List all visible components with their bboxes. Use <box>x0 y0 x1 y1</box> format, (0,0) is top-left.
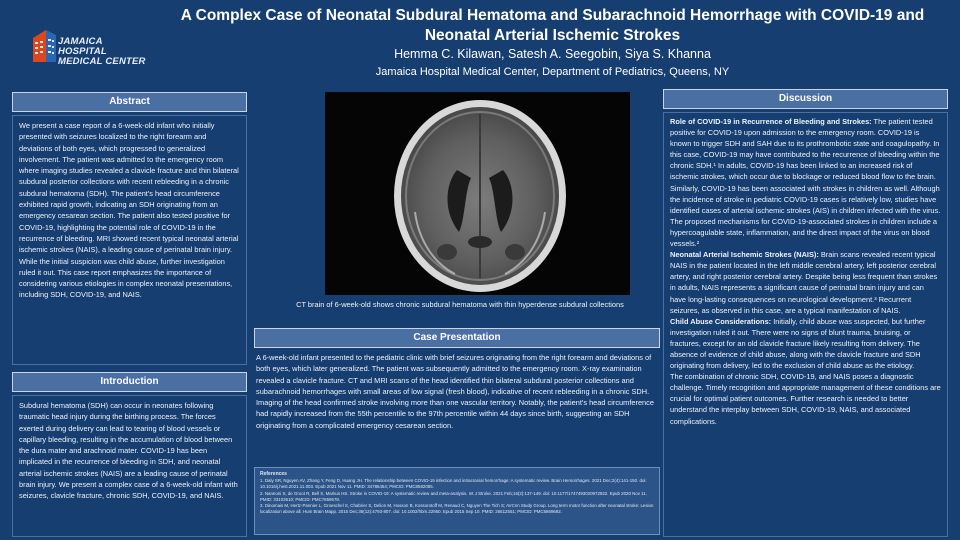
references-box <box>254 467 660 535</box>
discussion-covid-lead: Role of COVID-19 in Recurrence of Bleeding and Strokes: <box>670 117 872 126</box>
logo-line-1: JAMAICA HOSPITAL <box>58 36 107 57</box>
discussion-nais-lead: Neonatal Arterial Ischemic Strokes (NAIS): <box>670 250 819 260</box>
figure-caption: CT brain of 6-week-old shows chronic subdural hematoma with thin hyperdense subdural collections <box>296 300 624 309</box>
ct-scan-graphic <box>325 92 630 295</box>
introduction-text: Subdural hematoma (SDH) can occur in neonates following traumatic head injury during the birthing process. The forces exerted during delivery can lead to tearing of blood vessels or capillary bleeding, resulting in the accumulation of blood between the dura mater and arachnoid mater. COVID-19 has been implicated in the recurrence of bleeding in SDH, and neonatal arterial ischemic strokes (NAIS) are a leading cause of perinatal brain injury. We present a complex case of a 6-week-old infant with seizures, clavicle fracture, chronic SDH, COVID-19, and NAIS. <box>19 401 238 501</box>
abstract-body <box>12 115 247 365</box>
discussion-paragraph-covid <box>670 116 941 249</box>
hospital-building-icon <box>30 26 58 66</box>
logo-line-2: MEDICAL CENTER <box>58 56 146 67</box>
abstract-heading: Abstract <box>12 92 247 112</box>
poster-title: A Complex Case of Neonatal Subdural Hematoma and Subarachnoid Hemorrhage with COVID-19 and Neonatal Arterial Ischemic Strokes <box>180 7 925 44</box>
discussion-abuse-text: Initially, child abuse was suspected, but further investigation ruled it out. There were no signs of blunt trauma, bruising, or fractures, except for an old clavicle fracture likely resulting from delivery. The absence of evidence of child abuse, along with the clavicle fracture and SDH originating from delivery, led to the exclusion of child abuse as the etiology. <box>670 316 926 371</box>
discussion-nais-text: Brain scans revealed recent typical NAIS in the patient located in the left middle cerebral artery, left posterior cerebral artery, and right posterior cerebral artery. Despite being less frequent than strokes in adults, NAIS represents a significant cause of perinatal brain injury and can have long-lasting consequences on neurological development.³ Recurrent seizures, as observed in this case, are a typical manifestation of NAIS. <box>670 250 938 315</box>
discussion-paragraph-abuse <box>670 316 941 371</box>
discussion-abuse-lead: Child Abuse Considerations: <box>670 316 772 326</box>
discussion-heading: Discussion <box>663 89 948 109</box>
references-heading: References <box>260 471 287 477</box>
discussion-covid-text: The patient tested positive for COVID-19 upon admission to the emergency room. COVID-19 is known to trigger SDH and SAH due to its prothrombotic state and coagulopathy. In this case, COVID-19 may have contributed to the recurrence of bleeding within the chronic SDH.¹ In adults, COVID-19 has been linked to an increased risk of ischemic strokes, which occur due to blockage or reduced blood flow to the brain. Similarly, COVID-19 has been associated with strokes in children as well. Although the incidence of stroke in pediatric COVID-19 cases is relatively low, studies have identified cases of arterial ischemic strokes (AIS) in children infected with the virus. The proposed mechanisms for COVID-19-associated strokes in children include a hypercoagulable state, inflammation, and the direct impact of the virus on blood vessels.² <box>670 117 941 249</box>
discussion-paragraph-conclusion: The combination of chronic SDH, COVID-19, and NAIS poses a diagnostic challenge. Timely recognition and appropriate management of these conditions are crucial for optimal patient outcomes. Further research is needed to better understand the interplay between SDH, COVID-19, NAIS, and associated complications. <box>670 372 941 426</box>
discussion-body <box>663 112 948 537</box>
introduction-body <box>12 395 247 537</box>
discussion-paragraph-nais <box>670 249 941 316</box>
case-presentation-heading: Case Presentation <box>254 328 660 348</box>
logo-text <box>58 37 148 67</box>
case-presentation-body <box>254 350 660 464</box>
affiliation: Jamaica Hospital Medical Center, Department of Pediatrics, Queens, NY <box>375 66 730 78</box>
reference-item: 2. Nannoni S, de Groot R, Bell S, Markus HS. Stroke in COVID-19: A systematic review and meta-analysis. Int J Stroke. 2021 Feb;16(2):137-149. doi: 10.1177/1747493020972922. Epub 2020 Nov 11. PMID: 33103610; PMCID: PMC7859578. <box>260 490 647 502</box>
reference-item: 3. Dinomais M, Hertz-Pannier L, Groeschel S, Chabrier S, Delion M, Husson B, Kossorotoff M, Renaud C, Nguyen The Tich S; AVCnn Study Group. Long term motor function after neonatal stroke: Lesion localization above all. Hum Brain Mapp. 2015 Dec;36(12):4793-807. doi: 10.1002/hbm.22950. Epub 2015 Sep 10. PMID: 26512551; PMCID: PMC6869692. <box>260 503 654 515</box>
introduction-heading: Introduction <box>12 372 247 392</box>
authors: Hemma C. Kilawan, Satesh A. Seegobin, Siya S. Khanna <box>394 47 711 61</box>
case-presentation-text: A 6-week-old infant presented to the pediatric clinic with brief seizures originating from the right forearm and deviations of both eyes, which later generalized. The patient was subsequently admitted to the emergency room. X-ray examination revealed a clavicle fracture. CT and MRI scans of the head identified thin bilateral subdural posterior collections and subarachnoid hemorrhages with small areas of low signal (fresh blood), indicative of recent rebleeding in a chronic SDH. Imaging of the head confirmed stroke involving more than one vascular territory. Notably, the patient's head circumference had rapidly increased from the 55th percentile to the 97th percentile within 44 days since birth, suggesting an SDH originating from a complicated emergency cesarean section. <box>256 353 654 430</box>
ct-brain-image <box>325 92 630 295</box>
reference-item: 1. Daly SR, Nguyen AV, Zhang Y, Feng D, Huang JH. The relationship between COVID-19 infection and intracranial hemorrhage: A systematic review. Brain Hemorrhages. 2021 Dec;2(4):141-150. doi: 10.1016/j.hest.2021.11.003. Epub 2021 Nov 11. PMID: 34786454; PMCID: PMC8582085. <box>260 478 647 490</box>
hospital-logo <box>30 26 148 66</box>
abstract-text: We present a case report of a 6-week-old infant who initially presented with seizures localized to the right forearm and deviations of both eyes, which progressed to generalized involvement. The patient was admitted to the emergency room where imaging studies revealed a clavicle fracture and thin bilateral subdural posterior collections with recent rebleeding in a chronic subdural hematoma (SDH). The patient's head circumference exhibited rapid growth, indicating an SDH originating from an emergency cesarean section. The patient also tested positive for COVID-19, highlighting the potential role of COVID-19 in the recurrence of bleeding. MRI showed recent typical neonatal arterial ischemic strokes (NAIS), a leading cause of perinatal brain injury. While the initial suspicion was child abuse, further investigation ruled it out. This case report emphasizes the importance of considering various etiologies in complex neonatal presentations, including SDH, COVID-19, and NAIS. <box>19 121 239 300</box>
